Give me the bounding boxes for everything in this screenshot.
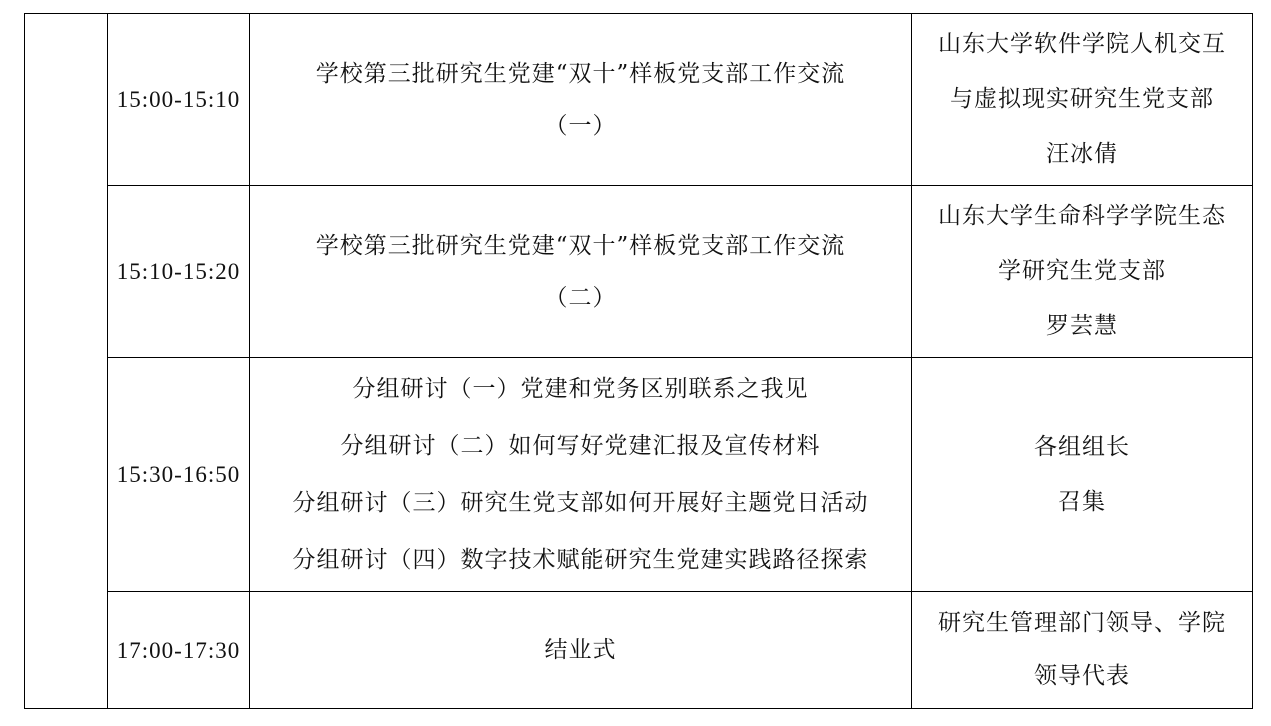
speaker-line: 领导代表	[1034, 663, 1130, 689]
topic-line: （一）	[544, 112, 617, 139]
day-cell	[25, 14, 108, 709]
speaker-cell	[912, 592, 1253, 709]
topic-line: 分组研讨（二）如何写好党建汇报及宣传材料	[340, 432, 821, 459]
topic-line: （二）	[544, 284, 617, 311]
topic-cell	[250, 358, 912, 592]
topic-line: 学校第三批研究生党建“双十”样板党支部工作交流	[315, 60, 846, 87]
time-text: 17:00-17:30	[116, 637, 241, 663]
topic-line: 学校第三批研究生党建“双十”样板党支部工作交流	[315, 232, 846, 259]
topic-line: 分组研讨（三）研究生党支部如何开展好主题党日活动	[292, 489, 869, 516]
table-row	[25, 358, 1253, 592]
speaker-line: 山东大学生命科学学院生态	[938, 203, 1226, 229]
topic-cell	[250, 14, 912, 186]
topic-cell	[250, 186, 912, 358]
speaker-name: 罗芸慧	[1046, 313, 1118, 339]
speaker-line: 山东大学软件学院人机交互	[938, 31, 1226, 57]
time-text: 15:30-16:50	[116, 462, 241, 487]
time-cell	[108, 14, 250, 186]
speaker-line: 学研究生党支部	[998, 258, 1166, 284]
schedule-table	[24, 13, 1253, 709]
time-text: 15:00-15:10	[116, 87, 241, 112]
time-cell	[108, 358, 250, 592]
topic-line: 结业式	[544, 637, 617, 663]
speaker-name: 汪冰倩	[1046, 141, 1118, 167]
speaker-line: 研究生管理部门领导、学院	[938, 610, 1226, 636]
table-row	[25, 186, 1253, 358]
topic-cell	[250, 592, 912, 709]
topic-line: 分组研讨（四）数字技术赋能研究生党建实践路径探索	[292, 546, 869, 573]
speaker-cell	[912, 186, 1253, 358]
table-row	[25, 14, 1253, 186]
time-cell	[108, 186, 250, 358]
time-cell	[108, 592, 250, 709]
speaker-line: 与虚拟现实研究生党支部	[950, 86, 1214, 112]
topic-line: 分组研讨（一）党建和党务区别联系之我见	[352, 375, 809, 402]
speaker-cell	[912, 14, 1253, 186]
speaker-line: 各组组长	[1034, 433, 1130, 460]
table-row	[25, 592, 1253, 709]
speaker-line: 召集	[1058, 488, 1106, 515]
speaker-cell	[912, 358, 1253, 592]
time-text: 15:10-15:20	[116, 259, 241, 284]
